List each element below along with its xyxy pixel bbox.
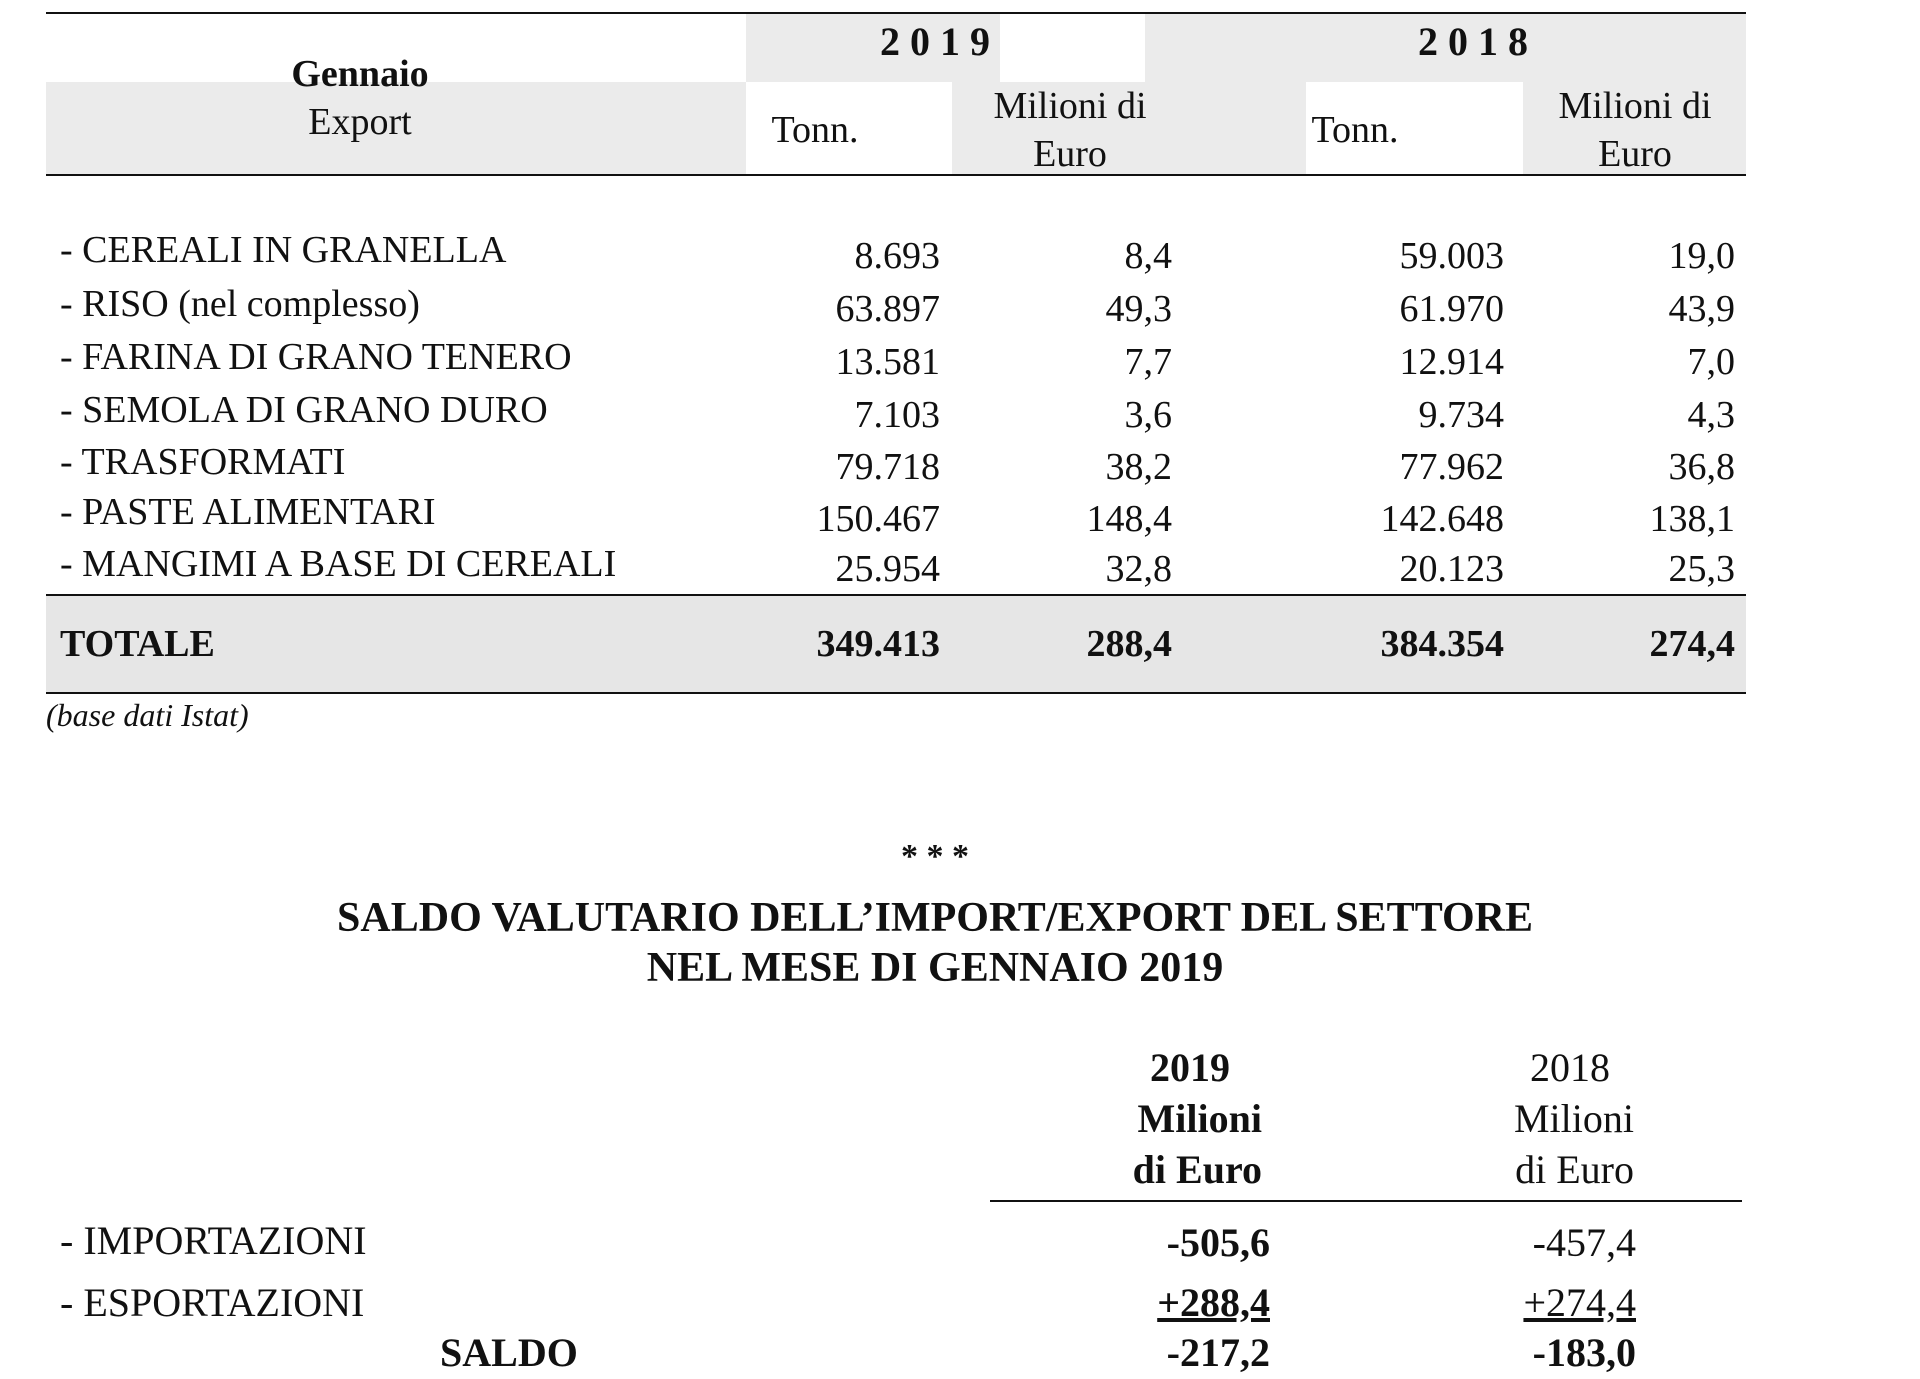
value-2019: -505,6: [1166, 1220, 1270, 1265]
euro-2019: 8,4: [1124, 235, 1172, 277]
total-euro-2018: 274,4: [1649, 623, 1735, 665]
section-heading-line1: SALDO VALUTARIO DELL’IMPORT/EXPORT DEL SETTORE: [337, 895, 1533, 941]
header-tonn-2019: Tonn.: [771, 109, 859, 151]
row-label: - IMPORTAZIONI: [60, 1218, 367, 1263]
tonn-2018: 12.914: [1399, 341, 1504, 383]
header-flow: Export: [308, 101, 412, 143]
row-label: - FARINA DI GRANO TENERO: [60, 336, 572, 378]
row-label: - MANGIMI A BASE DI CEREALI: [60, 543, 617, 585]
euro-2019: 32,8: [1105, 548, 1172, 590]
col-2019-line2: Milioni: [1137, 1096, 1262, 1141]
col-2018-year: 2018: [1530, 1045, 1610, 1090]
euro-2019: 148,4: [1086, 498, 1172, 540]
section-heading-line2: NEL MESE DI GENNAIO 2019: [646, 945, 1224, 991]
col-2018-line2: Milioni: [1513, 1096, 1634, 1141]
header-tonn-2018: Tonn.: [1311, 109, 1399, 151]
tonn-2018: 20.123: [1399, 548, 1504, 590]
bottom-rule: [46, 692, 1746, 694]
row-label: - RISO (nel complesso): [60, 283, 420, 325]
tonn-2019: 150.467: [816, 498, 940, 540]
header-euro-2019-line2: Euro: [1033, 133, 1107, 175]
tonn-2018: 142.648: [1380, 498, 1504, 540]
tonn-2018: 77.962: [1399, 446, 1504, 488]
separator-asterisks: * * *: [901, 838, 969, 875]
header-month: Gennaio: [291, 53, 429, 95]
header-year-2018: 2018: [1418, 19, 1538, 64]
header-bottom-rule: [46, 174, 1746, 176]
euro-2018: 19,0: [1668, 235, 1735, 277]
tonn-2019: 7.103: [854, 394, 940, 436]
source-note: (base dati Istat): [46, 697, 249, 733]
row-label: - TRASFORMATI: [60, 441, 346, 483]
row-label: - CEREALI IN GRANELLA: [60, 229, 507, 271]
tonn-2019: 13.581: [835, 341, 940, 383]
tonn-2019: 63.897: [835, 288, 940, 330]
euro-2019: 49,3: [1105, 288, 1172, 330]
col-2018-line3: di Euro: [1515, 1147, 1634, 1192]
saldo-2018: -183,0: [1532, 1330, 1636, 1375]
total-top-rule: [46, 594, 1746, 596]
header-rule: [990, 1200, 1742, 1202]
saldo-2019: -217,2: [1166, 1330, 1270, 1375]
tonn-2019: 8.693: [854, 235, 940, 277]
col-2019-line3: di Euro: [1132, 1147, 1262, 1192]
tonn-2019: 25.954: [835, 548, 940, 590]
row-label: - PASTE ALIMENTARI: [60, 491, 436, 533]
total-label: TOTALE: [60, 623, 215, 665]
header-euro-2018-line2: Euro: [1598, 133, 1672, 175]
euro-2019: 38,2: [1105, 446, 1172, 488]
value-2019: +288,4: [1157, 1280, 1270, 1325]
euro-2018: 36,8: [1668, 446, 1735, 488]
tonn-2018: 59.003: [1399, 235, 1504, 277]
top-rule: [46, 12, 1746, 14]
header-year-2019: 2019: [880, 19, 1000, 64]
value-2018: -457,4: [1532, 1220, 1636, 1265]
euro-2018: 43,9: [1668, 288, 1735, 330]
euro-2018: 7,0: [1687, 341, 1735, 383]
euro-2019: 7,7: [1124, 341, 1172, 383]
euro-2019: 3,6: [1124, 394, 1172, 436]
total-tonn-2019: 349.413: [816, 623, 940, 665]
tonn-2019: 79.718: [835, 446, 940, 488]
euro-2018: 4,3: [1687, 394, 1735, 436]
saldo-label: SALDO: [440, 1330, 578, 1375]
header-euro-2019-line1: Milioni di: [993, 85, 1147, 127]
row-label: - SEMOLA DI GRANO DURO: [60, 389, 548, 431]
euro-2018: 138,1: [1649, 498, 1735, 540]
value-2018: +274,4: [1523, 1280, 1636, 1325]
header-euro-2018-line1: Milioni di: [1558, 85, 1712, 127]
tonn-2018: 61.970: [1399, 288, 1504, 330]
row-label: - ESPORTAZIONI: [60, 1280, 365, 1325]
tonn-2018: 9.734: [1418, 394, 1504, 436]
total-euro-2019: 288,4: [1086, 623, 1172, 665]
col-2019-year: 2019: [1150, 1045, 1230, 1090]
total-tonn-2018: 384.354: [1380, 623, 1504, 665]
euro-2018: 25,3: [1668, 548, 1735, 590]
